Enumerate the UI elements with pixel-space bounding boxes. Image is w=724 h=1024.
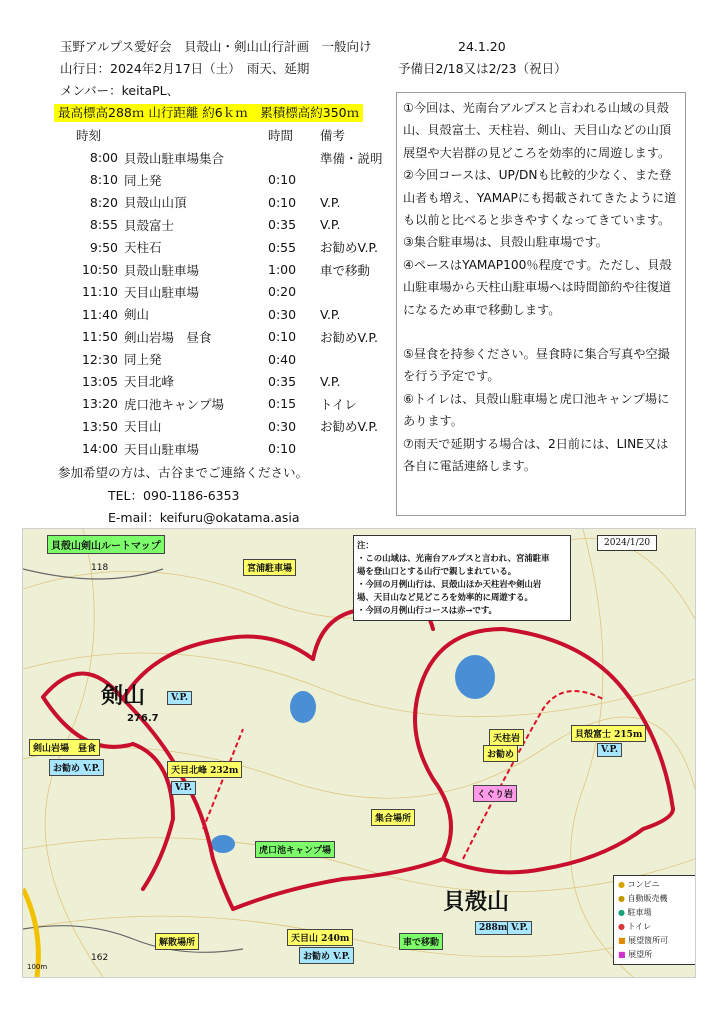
- note-item: ⑤昼食を持参ください。昼食時に集合写真や空撮を行う予定です。: [403, 347, 670, 384]
- pond: [290, 691, 316, 723]
- legend-item: ● トイレ: [618, 922, 652, 931]
- legend-item: ● 自動販売機: [618, 894, 668, 903]
- row-duration: 0:10: [268, 441, 297, 457]
- row-time: 11:10: [81, 284, 118, 300]
- label-tsurugi-vp: V.P.: [167, 691, 192, 705]
- map-note-line: 場、天目山など見どころを効率的に周遊する。: [357, 592, 533, 602]
- row-duration: 0:30: [268, 306, 297, 322]
- table-row: [64, 258, 383, 280]
- map-note-line: ・今回の月例山行は、貝殻山ほか天柱岩や剣山岩: [357, 579, 542, 589]
- row-duration: 0:40: [268, 351, 297, 367]
- row-duration: 0:10: [268, 172, 297, 188]
- label-tsurugi-alt: 276.7: [127, 713, 159, 724]
- note-item: ⑥トイレは、貝殻山駐車場と虎口池キャンプ場にあります。: [403, 391, 670, 429]
- pond: [211, 835, 235, 853]
- row-place: 剣山: [124, 307, 150, 323]
- table-row: [64, 169, 383, 191]
- row-place: 天目山: [124, 419, 162, 435]
- schedule-header-row: [64, 124, 383, 146]
- row-time: 8:10: [89, 172, 118, 188]
- legend-item: ■ 展望箇所可: [618, 936, 669, 945]
- table-row: [64, 236, 383, 258]
- contact-tel: TEL：090-1186-6353: [108, 488, 240, 503]
- legend-item: ● コンビニ: [618, 880, 660, 889]
- label-tenmoku-vp: お勧め V.P.: [299, 947, 354, 964]
- row-duration: 0:10: [268, 194, 297, 210]
- convenience-icon: ●: [618, 880, 625, 889]
- row-duration: [268, 146, 320, 168]
- parking-icon: ●: [618, 908, 625, 917]
- label-koguchi-camp: 虎口池キャンプ場: [255, 841, 335, 858]
- label-kaigara-vp: V.P.: [507, 921, 532, 935]
- route-stats: 最高標高288ｍ 山行距離 約6ｋｍ 累積標高約350ｍ: [54, 104, 363, 122]
- map-note-line: ・この山域は、光南台アルプスと言われ、宮浦駐車: [357, 553, 550, 563]
- row-time: 11:40: [81, 306, 118, 322]
- row-duration: 0:10: [268, 329, 297, 345]
- route-map: [22, 528, 696, 978]
- row-time: 10:50: [81, 262, 118, 278]
- label-kuguri-rock: くぐり岩: [473, 785, 517, 802]
- table-row: [64, 415, 383, 437]
- table-row: [64, 303, 383, 325]
- label-kaigara-fuji: 貝殻富士 215m: [571, 725, 646, 742]
- table-row: [64, 326, 383, 348]
- row-note: 車で移動: [320, 262, 371, 278]
- map-note-box: [353, 535, 571, 621]
- toilet-icon: ●: [618, 922, 625, 931]
- pond: [455, 655, 495, 699]
- label-tenmoku: 天目山 240m: [287, 929, 353, 946]
- note-spacer: [403, 321, 679, 343]
- row-place: 貝殻山山頂: [124, 195, 187, 211]
- doc-date: 24.1.20: [458, 39, 506, 54]
- row-time: 13:50: [81, 418, 118, 434]
- row-note: V.P.: [320, 217, 341, 233]
- row-note: [320, 169, 383, 191]
- row-duration: 0:35: [268, 373, 297, 389]
- row-duration: 0:30: [268, 418, 297, 434]
- contact-email: E-mail：keifuru@okatama.asia: [108, 510, 300, 525]
- label-kaigara-fuji-vp: V.P.: [597, 743, 622, 757]
- row-place: 天柱石: [124, 240, 162, 256]
- row-note: [320, 348, 383, 370]
- label-tsurugi-rock: 剣山岩場 昼食: [29, 739, 100, 756]
- note-item: ④ペースはYAMAP100％程度です。ただし、貝殻山駐車場から天柱山駐車場へは時間節約や往復道になるため車で移動します。: [403, 257, 672, 317]
- note-item: ③集合駐車場は、貝殻山駐車場です。: [403, 235, 608, 250]
- row-place: 天目山駐車場: [124, 284, 200, 300]
- schedule-table: [64, 124, 383, 460]
- table-row: [64, 214, 383, 236]
- map-legend: [613, 875, 696, 965]
- trip-date: 山行日：2024年2月17日（土） 雨天、延期: [60, 61, 310, 76]
- row-time: 9:50: [89, 239, 118, 255]
- row-note: V.P.: [320, 306, 341, 322]
- row-place: 天目北峰: [124, 374, 175, 390]
- table-row: [64, 146, 383, 168]
- doc-title: 玉野アルプス愛好会 貝殻山・剣山山行計画 一般向け: [60, 39, 372, 54]
- row-place: 同上発: [124, 352, 162, 368]
- row-duration: 0:15: [268, 396, 297, 412]
- label-tsurugi-name: 剣山: [101, 683, 146, 709]
- row-place: 虎口池キャンプ場: [124, 396, 225, 412]
- row-note: [320, 437, 383, 459]
- label-drive-move: 車で移動: [399, 933, 443, 950]
- map-note-line: ・今回の月例山行コースは赤→です。: [357, 605, 497, 615]
- table-row: [64, 393, 383, 415]
- row-note: 準備・説明: [320, 150, 383, 166]
- col-duration: 時間: [268, 128, 294, 144]
- map-note-line: 場を登山口とする山行で親しまれている。: [357, 566, 517, 576]
- row-note: [320, 281, 383, 303]
- table-row: [64, 437, 383, 459]
- table-row: [64, 191, 383, 213]
- label-tenmoku-kita: 天目北峰 232m: [167, 761, 242, 778]
- row-note: お勧めV.P.: [320, 240, 378, 256]
- row-duration: 0:35: [268, 217, 297, 233]
- map-title: 貝殻山剣山ルートマップ: [47, 535, 165, 554]
- table-row: [64, 281, 383, 303]
- note-item: ②今回コースは、UP/DNも比較的少なく、また登山者も増え、YAMAPにも掲載されてきたように道も以前と比べると歩きやすくなってきています。: [403, 168, 677, 228]
- label-meeting-point: 集合場所: [371, 809, 415, 826]
- label-tenmoku-kita-vp: V.P.: [171, 781, 196, 795]
- col-note: 備考: [320, 128, 346, 144]
- row-time: 14:00: [81, 441, 118, 457]
- notes-box: [396, 92, 686, 516]
- vending-icon: ●: [618, 894, 625, 903]
- table-row: [64, 370, 383, 392]
- row-duration: 1:00: [268, 262, 297, 278]
- label-kaigara-alt: 288m: [475, 921, 511, 935]
- row-time: 8:00: [89, 150, 118, 166]
- row-place: 剣山岩場 昼食: [124, 329, 212, 345]
- label-miyaura-parking: 宮浦駐車場: [243, 559, 296, 576]
- row-time: 11:50: [81, 329, 118, 345]
- row-place: 天目山駐車場: [124, 441, 200, 457]
- row-note: V.P.: [320, 194, 341, 210]
- legend-item: ■ 展望所: [618, 950, 653, 959]
- map-date: 2024/1/20: [597, 535, 657, 551]
- row-time: 13:05: [81, 373, 118, 389]
- col-time: 時刻: [76, 128, 102, 144]
- legend-item: ● 駐車場: [618, 908, 652, 917]
- table-row: [64, 348, 383, 370]
- observatory-icon: ■: [618, 950, 626, 959]
- note-item: ①今回は、光南台アルプスと言われる山域の貝殻山、貝殻富士、天柱岩、剣山、天目山などの山頂展望や大岩群の見どころを効率的に周遊します。: [403, 101, 672, 160]
- row-place: 貝殻富士: [124, 217, 175, 233]
- label-dismissal-point: 解散場所: [155, 933, 199, 950]
- row-duration: 0:55: [268, 239, 297, 255]
- row-time: 12:30: [81, 351, 118, 367]
- label-tenchu: 天柱岩: [489, 729, 524, 746]
- label-tsurugi-osusume: お勧め V.P.: [49, 759, 104, 776]
- row-place: 貝殻山駐車場集合: [124, 150, 225, 166]
- note-item: ⑦雨天で延期する場合は、2日前には、LINE又は各自に電話連絡します。: [403, 436, 669, 474]
- row-note: V.P.: [320, 373, 341, 389]
- row-time: 8:20: [89, 194, 118, 210]
- row-note: お勧めV.P.: [320, 329, 378, 345]
- scale-bar: 100m: [27, 963, 48, 971]
- map-note-head: 注：: [357, 540, 374, 550]
- contact-intro: 参加希望の方は、古谷までご連絡ください。: [58, 465, 309, 480]
- viewpoint-icon: ■: [618, 936, 626, 945]
- row-place: 同上発: [124, 172, 162, 188]
- row-note: トイレ: [320, 396, 357, 412]
- label-tenchu-osusume: お勧め: [483, 745, 518, 762]
- members: メンバー：keitaPL、: [60, 83, 180, 98]
- row-time: 13:20: [81, 396, 118, 412]
- elevation-162: 162: [91, 953, 109, 963]
- reserve-days: 予備日2/18又は2/23（祝日）: [398, 61, 567, 76]
- row-duration: 0:20: [268, 284, 297, 300]
- elevation-118: 118: [91, 563, 109, 573]
- label-kaigara-name: 貝殻山: [443, 889, 510, 915]
- row-time: 8:55: [89, 217, 118, 233]
- row-place: 貝殻山駐車場: [124, 262, 200, 278]
- row-note: お勧めV.P.: [320, 419, 378, 435]
